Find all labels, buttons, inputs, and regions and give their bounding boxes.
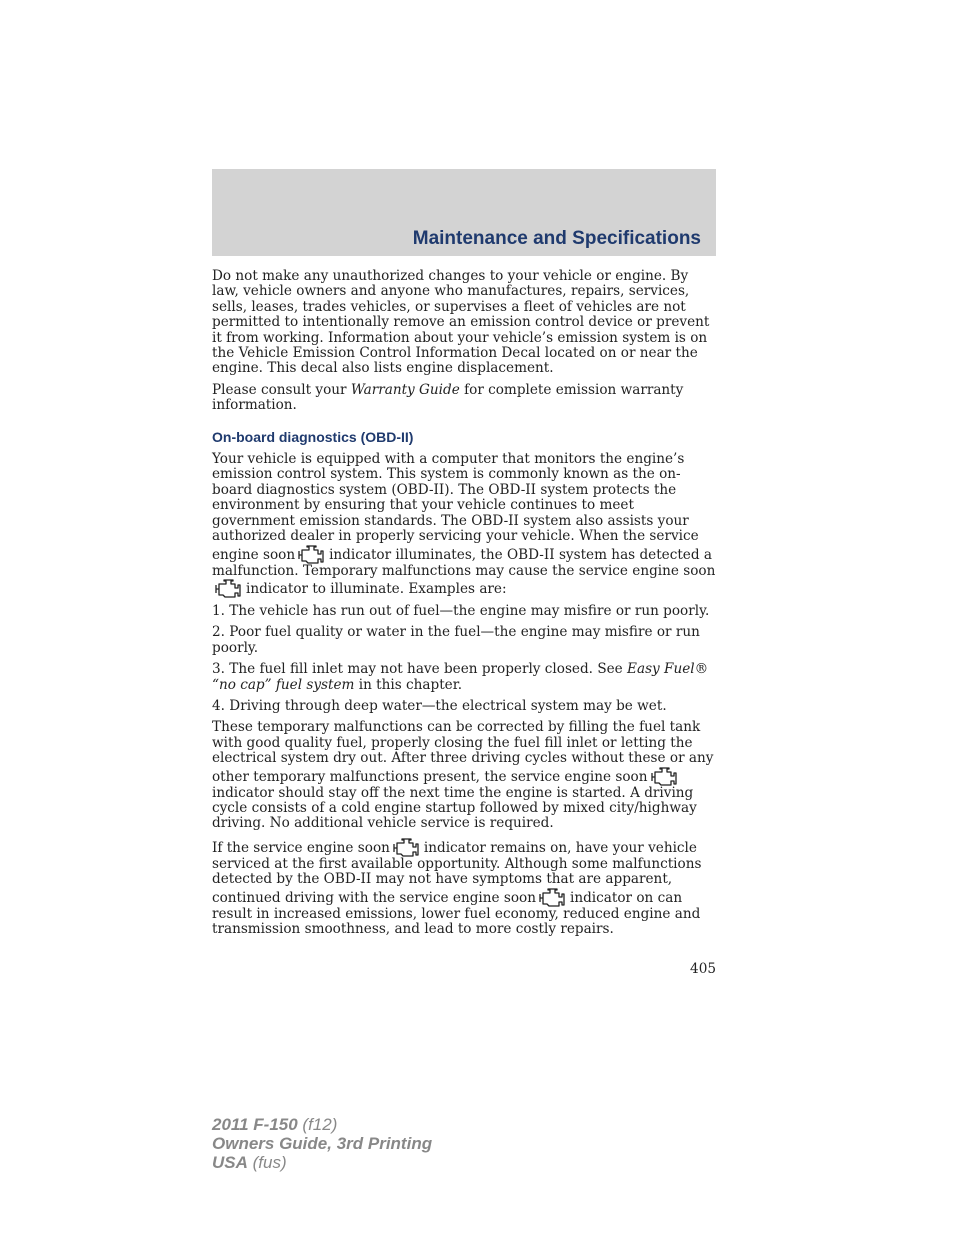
text-run: for complete emission warranty information. bbox=[212, 381, 684, 414]
text-run: indicator illuminates, the OBD-II system has detected a malfunction. Temporary malfunctions may cause the service engine soon bbox=[212, 546, 716, 579]
footer-line-market bbox=[212, 1153, 432, 1172]
text-run: in this chapter. bbox=[354, 676, 463, 693]
text-run: indicator to illuminate. Examples are: bbox=[246, 580, 507, 597]
obd-paragraph-1 bbox=[212, 452, 716, 598]
warranty-guide-reference: Warranty Guide bbox=[350, 381, 460, 398]
easy-fuel-reference: Easy Fuel® “no cap” fuel system bbox=[212, 661, 709, 693]
check-engine-icon bbox=[538, 888, 566, 907]
model-code: (f12) bbox=[297, 1115, 338, 1134]
list-item-3 bbox=[212, 662, 716, 693]
text-run: indicator should stay off the next time the engine is started. A driving cycle consists of a cold engine startup followed by mixed city/highway driving. No additional vehicle service is required. bbox=[212, 784, 697, 832]
section-title: Maintenance and Specifications bbox=[412, 228, 701, 249]
document-footer bbox=[212, 1115, 432, 1172]
text-run: indicator remains on, have your vehicle serviced at the first available opportunity. Although some malfunctions detected by the OBD-II may not have symptoms that are apparent, continued driving with the service engine soon bbox=[212, 839, 702, 906]
check-engine-icon bbox=[650, 767, 678, 786]
footer-line-guide: Owners Guide, 3rd Printing bbox=[212, 1134, 433, 1153]
text-run: Please consult your bbox=[212, 381, 351, 398]
footer-line-model bbox=[212, 1115, 432, 1134]
list-item-2: 2. Poor fuel quality or water in the fuel—the engine may misfire or run poorly. bbox=[212, 624, 700, 656]
obd-paragraph-3 bbox=[212, 838, 716, 938]
check-engine-icon bbox=[392, 838, 420, 857]
obd-paragraph-2 bbox=[212, 720, 716, 831]
text-run: indicator on can result in increased emissions, lower fuel economy, reduced engine and transmission smoothness, and lead to more costly repairs. bbox=[212, 889, 701, 937]
text-run: These temporary malfunctions can be corrected by filling the fuel tank with good quality fuel, properly closing the fuel fill inlet or letting the electrical system dry out. After three driving cycles without these or any other temporary malfunctions present, the service engine soon bbox=[212, 719, 714, 785]
text-run: If the service engine soon bbox=[212, 839, 390, 856]
text-run: Your vehicle is equipped with a computer that monitors the engine’s emission control system. This system is commonly known as the on-board diagnostics system (OBD-II). The OBD-II system protects the environment by ensuring that your vehicle continues to meet government emission standards. The OBD-II system also assists your authorized dealer in properly servicing your vehicle. When the service engine soon bbox=[212, 451, 699, 563]
market-code: (fus) bbox=[247, 1153, 287, 1172]
market-name: USA bbox=[212, 1153, 248, 1172]
model-name: 2011 F-150 bbox=[212, 1115, 298, 1134]
section-header-band bbox=[212, 169, 716, 256]
page-number: 405 bbox=[690, 961, 716, 977]
text-run: 3. The fuel fill inlet may not have been properly closed. See bbox=[212, 661, 628, 678]
list-item-4: 4. Driving through deep water—the electrical system may be wet. bbox=[212, 697, 667, 714]
page-content bbox=[212, 269, 716, 943]
list-item-1: 1. The vehicle has run out of fuel—the engine may misfire or run poorly. bbox=[212, 602, 710, 619]
check-engine-icon bbox=[297, 545, 325, 564]
obd-heading: On-board diagnostics (OBD-II) bbox=[212, 428, 414, 445]
intro-paragraph-1: Do not make any unauthorized changes to your vehicle or engine. By law, vehicle owners and anyone who manufactures, repairs, services, sells, leases, trades vehicles, or supervises a fleet of vehicles are not permitted to intentionally remove an emission control device or prevent it from working. Information about your vehicle’s emission system is on the Vehicle Emission Control Information Decal located on or near the engine. This decal also lists engine displacement. bbox=[212, 268, 710, 377]
check-engine-icon bbox=[214, 579, 242, 598]
intro-paragraph-2 bbox=[212, 383, 716, 414]
